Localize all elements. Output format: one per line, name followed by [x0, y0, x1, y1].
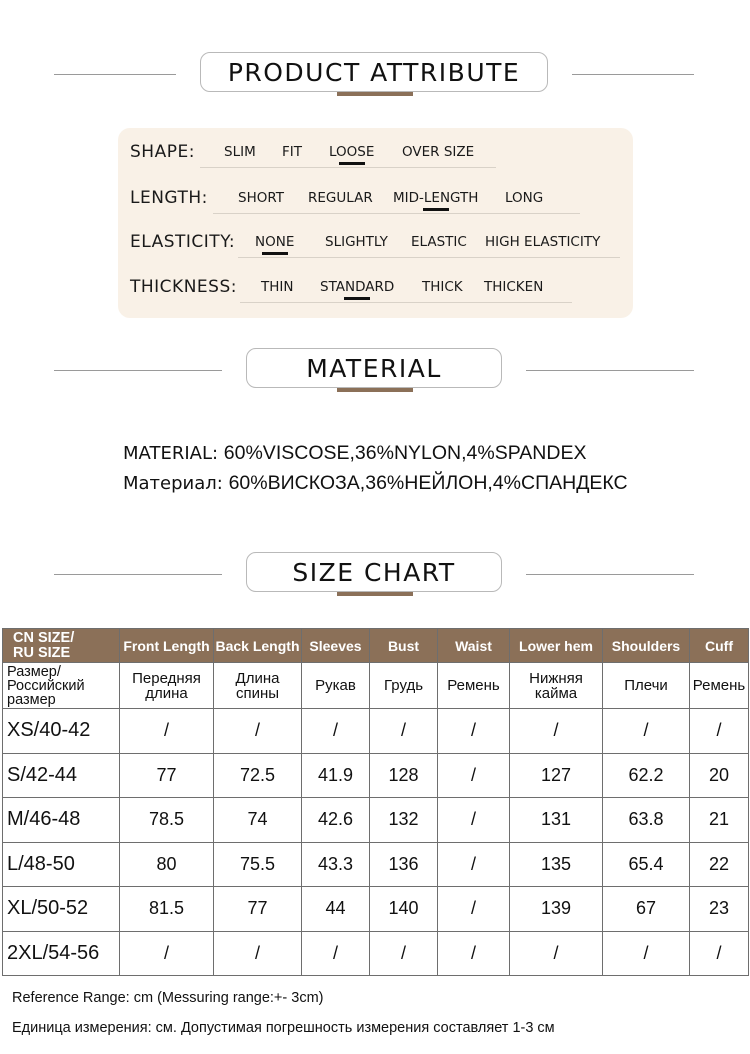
measure-cell: 77 [120, 753, 214, 798]
measure-cell: 21 [690, 798, 749, 843]
size-cell: M/46-48 [3, 798, 120, 843]
measure-cell: 20 [690, 753, 749, 798]
attribute-label: SHAPE: [130, 142, 195, 162]
measure-cell: 23 [690, 887, 749, 932]
attribute-option: HIGH ELASTICITY [485, 234, 601, 250]
divider-right [526, 574, 694, 575]
attribute-option: REGULAR [308, 190, 373, 206]
section-header-material [0, 348, 750, 396]
reference-note-en: Reference Range: cm (Messuring range:+- 3cm) [12, 990, 324, 1006]
attribute-option: SLIM [224, 144, 256, 160]
material-en-label: MATERIAL: [123, 443, 219, 464]
measure-cell: / [510, 931, 603, 976]
measure-cell: / [438, 887, 510, 932]
attribute-option: FIT [282, 144, 302, 160]
measure-cell: / [214, 931, 302, 976]
size-cell: L/48-50 [3, 842, 120, 887]
attribute-label: LENGTH: [130, 188, 208, 208]
measure-cell: 65.4 [603, 842, 690, 887]
header-cell-ru: Рукав [302, 663, 370, 709]
header-cell-en: Back Length [214, 629, 302, 663]
measure-cell: 132 [370, 798, 438, 843]
attribute-option: OVER SIZE [402, 144, 475, 160]
section-header-product-attribute [0, 52, 750, 100]
attribute-option: MID-LENGTH [393, 190, 479, 206]
measure-cell: 127 [510, 753, 603, 798]
measure-cell: / [302, 931, 370, 976]
measure-cell: 67 [603, 887, 690, 932]
measure-cell: 81.5 [120, 887, 214, 932]
title-underbar [337, 592, 413, 596]
table-body [3, 709, 749, 976]
selected-marker [344, 297, 370, 300]
header-cell-en: Shoulders [603, 629, 690, 663]
measure-cell: / [690, 931, 749, 976]
measure-cell: 74 [214, 798, 302, 843]
measure-cell: 135 [510, 842, 603, 887]
measure-cell: 62.2 [603, 753, 690, 798]
measure-cell: 140 [370, 887, 438, 932]
measure-cell: / [438, 842, 510, 887]
attribute-option: LONG [505, 190, 544, 206]
attribute-option: THIN [261, 279, 294, 295]
attribute-row [118, 140, 633, 170]
measure-cell: / [214, 709, 302, 754]
header-cell-ru: Ремень [438, 663, 510, 709]
measure-cell: / [510, 709, 603, 754]
measure-cell: 22 [690, 842, 749, 887]
measure-cell: / [370, 931, 438, 976]
measure-cell: 63.8 [603, 798, 690, 843]
header-cell-en: Waist [438, 629, 510, 663]
attribute-row [118, 186, 633, 216]
divider-left [54, 74, 176, 75]
table-row [3, 887, 749, 932]
product-attribute-panel [118, 128, 633, 318]
table-header-en [3, 629, 749, 663]
attribute-label: ELASTICITY: [130, 232, 236, 252]
reference-note-ru: Единица измерения: см. Допустимая погрешность измерения составляет 1-3 см [12, 1020, 555, 1036]
measure-cell: 72.5 [214, 753, 302, 798]
table-row [3, 798, 749, 843]
header-cell-en: Lower hem [510, 629, 603, 663]
measure-cell: 77 [214, 887, 302, 932]
table-row [3, 842, 749, 887]
header-cell-en: Sleeves [302, 629, 370, 663]
header-cell-ru: Длина спины [214, 663, 302, 709]
attribute-option: THICKEN [484, 279, 544, 295]
measure-cell: 44 [302, 887, 370, 932]
attribute-rule [213, 213, 580, 214]
selected-marker [423, 208, 449, 211]
material-ru [123, 472, 628, 495]
selected-marker [262, 252, 288, 255]
measure-cell: / [302, 709, 370, 754]
measure-cell: 75.5 [214, 842, 302, 887]
measure-cell: / [603, 709, 690, 754]
size-cell: XL/50-52 [3, 887, 120, 932]
attribute-rule [240, 302, 572, 303]
divider-right [572, 74, 694, 75]
material-ru-label: Материал: [123, 473, 223, 494]
table-header-ru [3, 663, 749, 709]
header-cell-en: CN SIZE/ RU SIZE [3, 629, 120, 663]
section-title-material: MATERIAL [246, 348, 502, 388]
attribute-label: THICKNESS: [130, 277, 237, 297]
attribute-rule [200, 167, 496, 168]
size-cell: 2XL/54-56 [3, 931, 120, 976]
measure-cell: / [438, 931, 510, 976]
size-cell: XS/40-42 [3, 709, 120, 754]
header-cell-ru: Грудь [370, 663, 438, 709]
attribute-rule [238, 257, 620, 258]
attribute-option: LOOSE [329, 144, 375, 160]
header-cell-en: Front Length [120, 629, 214, 663]
header-cell-ru: Плечи [603, 663, 690, 709]
measure-cell: 42.6 [302, 798, 370, 843]
measure-cell: / [438, 798, 510, 843]
header-cell-ru: Ремень [690, 663, 749, 709]
measure-cell: / [120, 709, 214, 754]
measure-cell: 139 [510, 887, 603, 932]
title-underbar [337, 92, 413, 96]
measure-cell: / [120, 931, 214, 976]
title-underbar [337, 388, 413, 392]
measure-cell: / [690, 709, 749, 754]
header-cell-ru: Нижняя кайма [510, 663, 603, 709]
material-en-value: 60%VISCOSE,36%NYLON,4%SPANDEX [223, 442, 587, 464]
divider-right [526, 370, 694, 371]
header-cell-en: Bust [370, 629, 438, 663]
measure-cell: / [438, 709, 510, 754]
measure-cell: / [370, 709, 438, 754]
material-en [123, 442, 586, 465]
attribute-option: STANDARD [320, 279, 395, 295]
attribute-option: THICK [422, 279, 463, 295]
header-cell-en: Cuff [690, 629, 749, 663]
header-cell-ru: Размер/ Российский размер [3, 663, 120, 709]
measure-cell: / [603, 931, 690, 976]
divider-left [54, 370, 222, 371]
table-row [3, 931, 749, 976]
measure-cell: 80 [120, 842, 214, 887]
measure-cell: 78.5 [120, 798, 214, 843]
section-header-size-chart [0, 552, 750, 600]
header-cell-ru: Передняя длина [120, 663, 214, 709]
attribute-row [118, 275, 633, 305]
size-chart-table [2, 628, 749, 976]
measure-cell: 131 [510, 798, 603, 843]
material-ru-value: 60%ВИСКОЗА,36%НЕЙЛОН,4%СПАНДЕКС [228, 472, 628, 494]
selected-marker [339, 162, 365, 165]
attribute-option: ELASTIC [411, 234, 467, 250]
measure-cell: 41.9 [302, 753, 370, 798]
table-row [3, 709, 749, 754]
table-row [3, 753, 749, 798]
attribute-option: NONE [255, 234, 295, 250]
attribute-row [118, 230, 633, 260]
attribute-option: SLIGHTLY [325, 234, 388, 250]
section-title-size-chart: SIZE CHART [246, 552, 502, 592]
measure-cell: / [438, 753, 510, 798]
measure-cell: 43.3 [302, 842, 370, 887]
section-title-product-attribute: PRODUCT ATTRIBUTE [200, 52, 548, 92]
measure-cell: 136 [370, 842, 438, 887]
divider-left [54, 574, 222, 575]
attribute-option: SHORT [238, 190, 284, 206]
measure-cell: 128 [370, 753, 438, 798]
size-cell: S/42-44 [3, 753, 120, 798]
